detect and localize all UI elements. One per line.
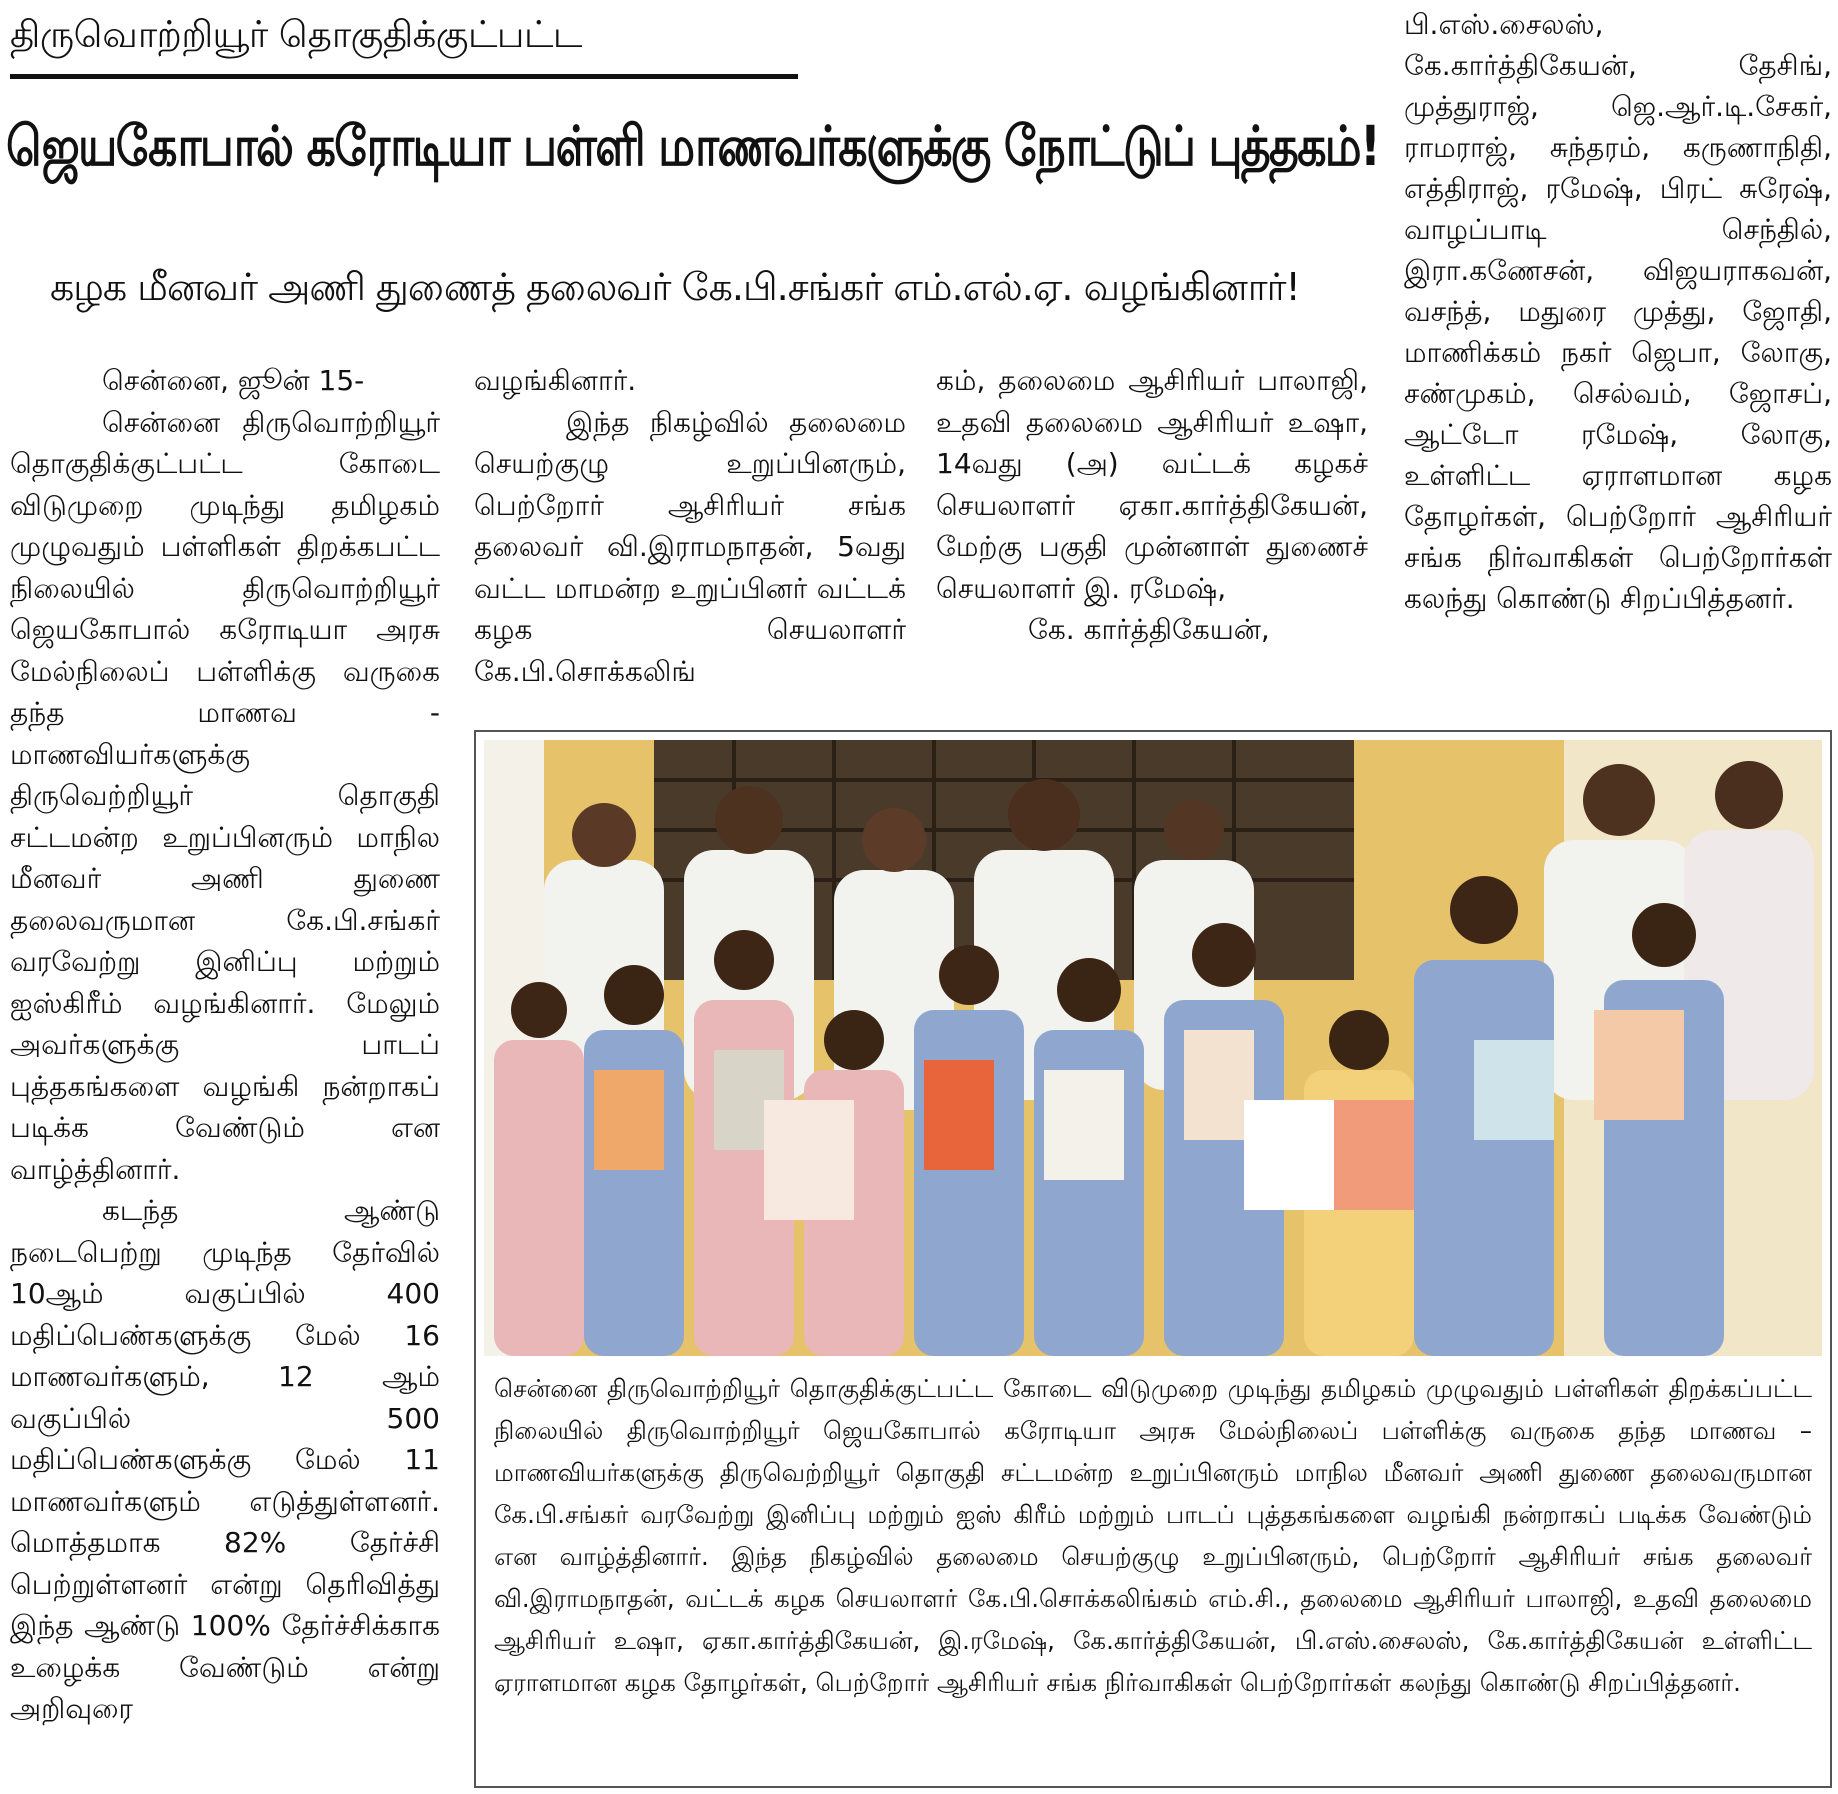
photo-with-caption bbox=[474, 730, 1832, 1788]
article-paragraph: பி.எஸ்.சைலஸ், கே.கார்த்திகேயன், தேசிங், முத்துராஜ், ஜெ.ஆர்.டி.சேகர், ராமராஜ், சுந்தரம், கருணாநிதி, எத்திராஜ், ரமேஷ், பிரட் சுரேஷ், வாழப்பாடி செந்தில், இரா.கணேசன், விஜயராகவன், வசந்த், மதுரை முத்து, ஜோதி, மாணிக்கம் நகர் ஜெபா, லோகு, சண்முகம், செல்வம், ஜோசப், ஆட்டோ ரமேஷ், லோகு, உள்ளிட்ட ஏராளமான கழக தோழர்கள், பெற்றோர் ஆசிரியர் சங்க நிர்வாகிகள் பெற்றோர்கள் கலந்து கொண்டு சிறப்பித்தனர். bbox=[1404, 8, 1832, 615]
article-column-2 bbox=[474, 360, 906, 708]
article-column-4 bbox=[1404, 4, 1832, 708]
article-column-3 bbox=[936, 360, 1368, 708]
dateline: சென்னை, ஜூன் 15- bbox=[102, 364, 365, 397]
kicker-line: திருவொற்றியூர் தொகுதிக்குட்பட்ட bbox=[10, 4, 798, 79]
article-paragraph: கம், தலைமை ஆசிரியர் பாலாஜி, உதவி தலைமை ஆசிரியர் உஷா, 14வது (அ) வட்டக் கழகச் செயலாளர் ஏகா.கார்த்திகேயன், மேற்கு பகுதி முன்னாள் துணைச் செயலாளர் இ. ரமேஷ், bbox=[936, 364, 1368, 605]
photo-caption: சென்னை திருவொற்றியூர் தொகுதிக்குட்பட்ட கோடை விடுமுறை முடிந்து தமிழகம் முழுவதும் பள்ளிகள் திறக்கப்பட்ட நிலையில் திருவொற்றியூர் ஜெயகோபால் கரோடியா அரசு மேல்நிலைப் பள்ளிக்கு வருகை தந்த மாணவ –மாணவியர்களுக்கு திருவெற்றியூர் தொகுதி சட்டமன்ற உறுப்பினரும் மாநில மீனவர் அணி துணை தலைவருமான கே.பி.சங்கர் வரவேற்று இனிப்பு மற்றும் ஐஸ் கிரீம் மற்றும் பாடப் புத்தகங்களை வழங்கி நன்றாகப் படிக்க வேண்டும் என வாழ்த்தினார். இந்த நிகழ்வில் தலைமை செயற்குழு உறுப்பினரும், பெற்றோர் ஆசிரியர் சங்க தலைவர் வி.இராமநாதன், வட்டக் கழக செயலாளர் கே.பி.சொக்கலிங்கம் எம்.சி., தலைமை ஆசிரியர் பாலாஜி, உதவி தலைமை ஆசிரியர் உஷா, ஏகா.கார்த்திகேயன், இ.ரமேஷ், கே.கார்த்திகேயன், பி.எஸ்.சைலஸ், கே.கார்த்திகேயன் உள்ளிட்ட ஏராளமான கழக தோழர்கள், பெற்றோர் ஆசிரியர் சங்க நிர்வாகிகள் பெற்றோர்கள் கலந்து கொண்டு சிறப்பித்தனர். bbox=[494, 1374, 1812, 1697]
news-photo bbox=[484, 740, 1822, 1356]
headline: ஜெயகோபால் கரோடியா பள்ளி மாணவர்களுக்கு நோட்டுப் புத்தகம்! bbox=[6, 114, 1380, 178]
article-paragraph: கடந்த ஆண்டு நடைபெற்று முடிந்த தேர்வில் 10ஆம் வகுப்பில் 400 மதிப்பெண்களுக்கு மேல் 16 மாணவர்களும், 12 ஆம் வகுப்பில் 500 மதிப்பெண்களுக்கு மேல் 11 மாணவர்களும் எடுத்துள்ளனர். மொத்தமாக 82% தேர்ச்சி பெற்றுள்ளனர் என்று தெரிவித்து இந்த ஆண்டு 100% தேர்ச்சிக்காக உழைக்க வேண்டும் என்று அறிவுரை bbox=[10, 1194, 440, 1725]
photo-illustration bbox=[484, 740, 1822, 1356]
article-column-1 bbox=[10, 360, 440, 1792]
subheadline: கழக மீனவர் அணி துணைத் தலைவர் கே.பி.சங்கர் எம்.எல்.ஏ. வழங்கினார்! bbox=[50, 265, 1300, 309]
article-paragraph: கே. கார்த்திகேயன், bbox=[1028, 613, 1270, 646]
article-paragraph: சென்னை திருவொற்றியூர் தொகுதிக்குட்பட்ட கோடை விடுமுறை முடிந்து தமிழகம் முழுவதும் பள்ளிகள் திறக்கபட்ட நிலையில் திருவொற்றியூர் ஜெயகோபால் கரோடியா அரசு மேல்நிலைப் பள்ளிக்கு வருகை தந்த மாணவ - மாணவியர்களுக்கு திருவெற்றியூர் தொகுதி சட்டமன்ற உறுப்பினரும் மாநில மீனவர் அணி துணை தலைவருமான கே.பி.சங்கர் வரவேற்று இனிப்பு மற்றும் ஐஸ்கிரீம் வழங்கினார். மேலும் அவர்களுக்கு பாடப் புத்தகங்களை வழங்கி நன்றாகப் படிக்க வேண்டும் என வாழ்த்தினார். bbox=[10, 405, 440, 1186]
article-paragraph: இந்த நிகழ்வில் தலைமை செயற்குழு உறுப்பினரும், பெற்றோர் ஆசிரியர் சங்க தலைவர் வி.இராமநாதன், 5வது வட்ட மாமன்ற உறுப்பினர் வட்டக் கழக செயலாளர் கே.பி.சொக்கலிங் bbox=[474, 405, 906, 688]
article-paragraph: வழங்கினார். bbox=[474, 364, 637, 397]
